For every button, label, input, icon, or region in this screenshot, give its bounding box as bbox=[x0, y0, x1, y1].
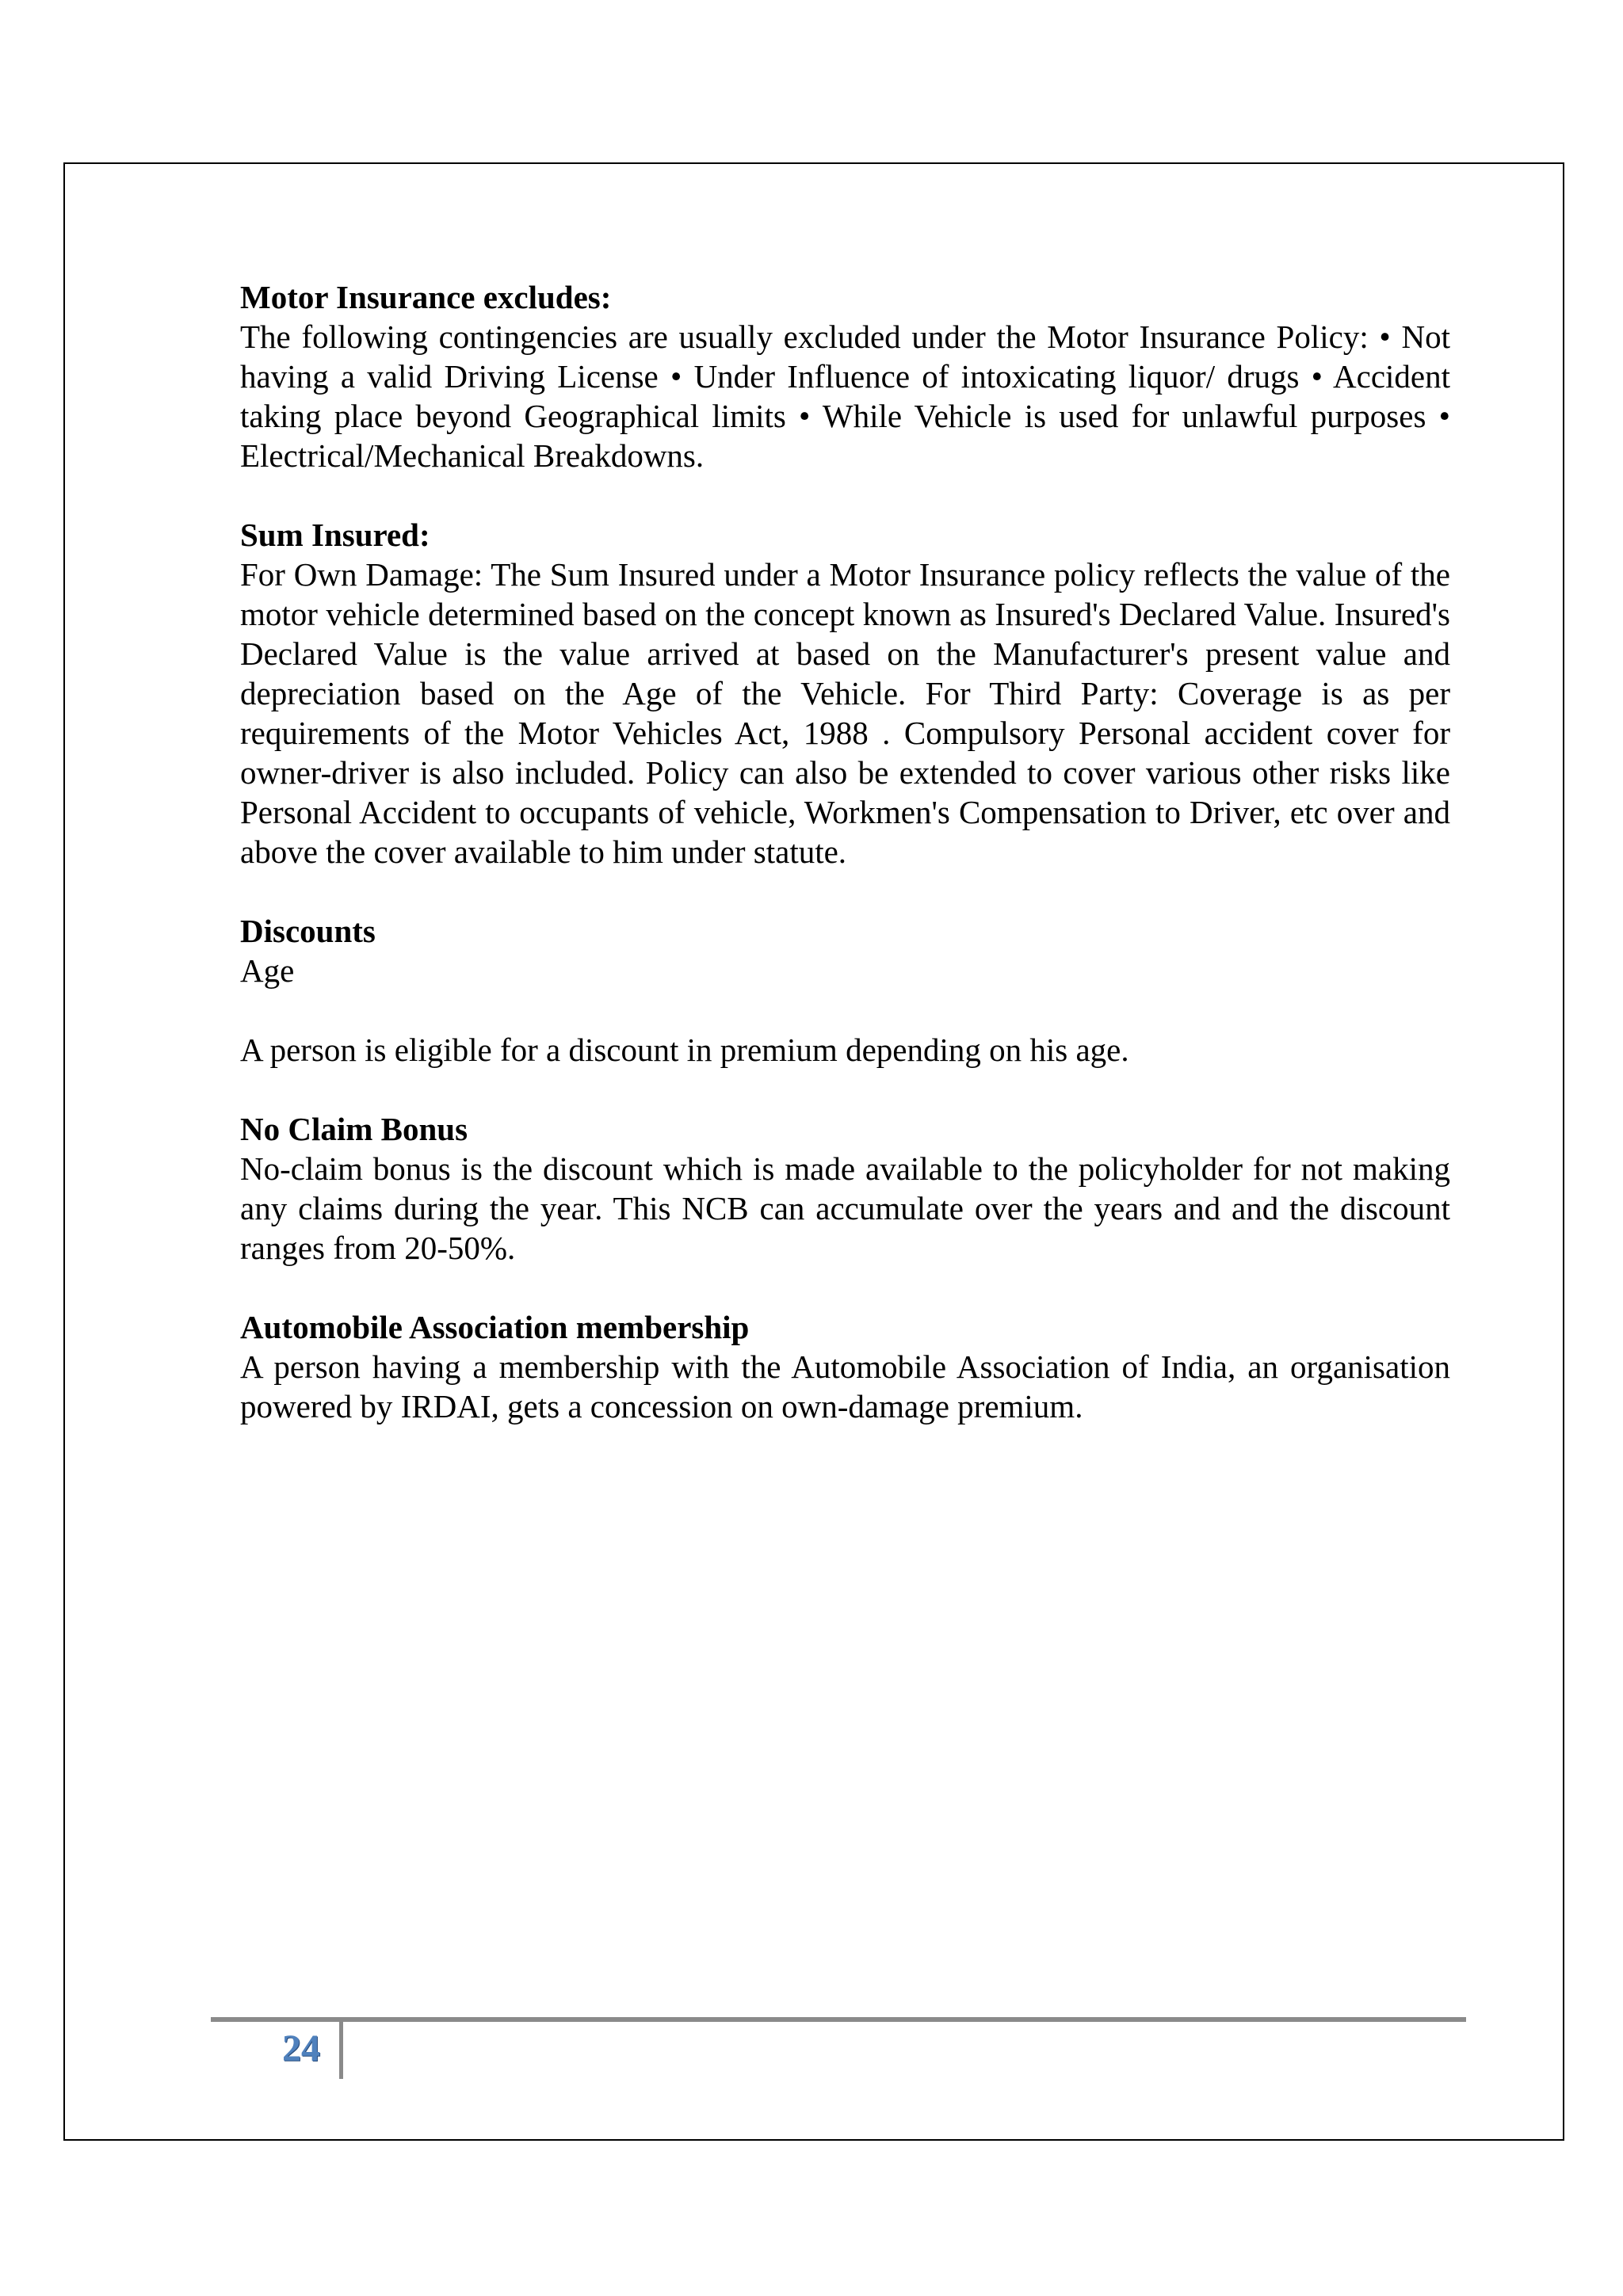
no-claim-bonus-heading: No Claim Bonus bbox=[240, 1111, 468, 1147]
exclusions-section bbox=[240, 277, 1450, 475]
document-body bbox=[240, 277, 1450, 1466]
exclusions-paragraph: The following contingencies are usually excluded under the Motor Insurance Policy: • Not having a valid Driving License • Under Influence of intoxicating liquor/ drugs • Accident taking place beyond Geographical limits • While Vehicle is used for unlawful purposes • Electrical/Mechanical Breakdowns. bbox=[240, 318, 1450, 474]
page-number: 24 bbox=[282, 2027, 320, 2069]
sum-insured-section bbox=[240, 515, 1450, 871]
automobile-association-section bbox=[240, 1307, 1450, 1426]
exclusions-heading: Motor Insurance excludes: bbox=[240, 279, 612, 315]
sum-insured-paragraph: For Own Damage: The Sum Insured under a Motor Insurance policy reflects the value of the motor vehicle determined based on the concept known as Insured's Declared Value. Insured's Declared Value is the value arrived at based on the Manufacturer's present value and depreciation based on the Age of the Vehicle. For Third Party: Coverage is as per requirements of the Motor Vehicles Act, 1988 . Compulsory Personal accident cover for owner-driver is also included. Policy can also be extended to cover various other risks like Personal Accident to occupants of vehicle, Workmen's Compensation to Driver, etc over and above the cover available to him under statute. bbox=[240, 556, 1450, 870]
discounts-heading: Discounts bbox=[240, 913, 376, 949]
sum-insured-heading: Sum Insured: bbox=[240, 517, 430, 553]
no-claim-bonus-paragraph: No-claim bonus is the discount which is made available to the policyholder for not making any claims during the year. This NCB can accumulate over the years and and the discount ranges from 20-50%. bbox=[240, 1150, 1450, 1266]
footer-rule bbox=[211, 2017, 1466, 2022]
footer-divider bbox=[339, 2022, 343, 2079]
discounts-age-label: Age bbox=[240, 952, 295, 989]
automobile-association-heading: Automobile Association membership bbox=[240, 1309, 750, 1345]
no-claim-bonus-section bbox=[240, 1109, 1450, 1268]
discounts-section bbox=[240, 911, 1450, 1070]
automobile-association-paragraph: A person having a membership with the Automobile Association of India, an organisation powered by IRDAI, gets a concession on own-damage premium. bbox=[240, 1348, 1450, 1425]
discounts-age-paragraph: A person is eligible for a discount in premium depending on his age. bbox=[240, 1032, 1129, 1068]
